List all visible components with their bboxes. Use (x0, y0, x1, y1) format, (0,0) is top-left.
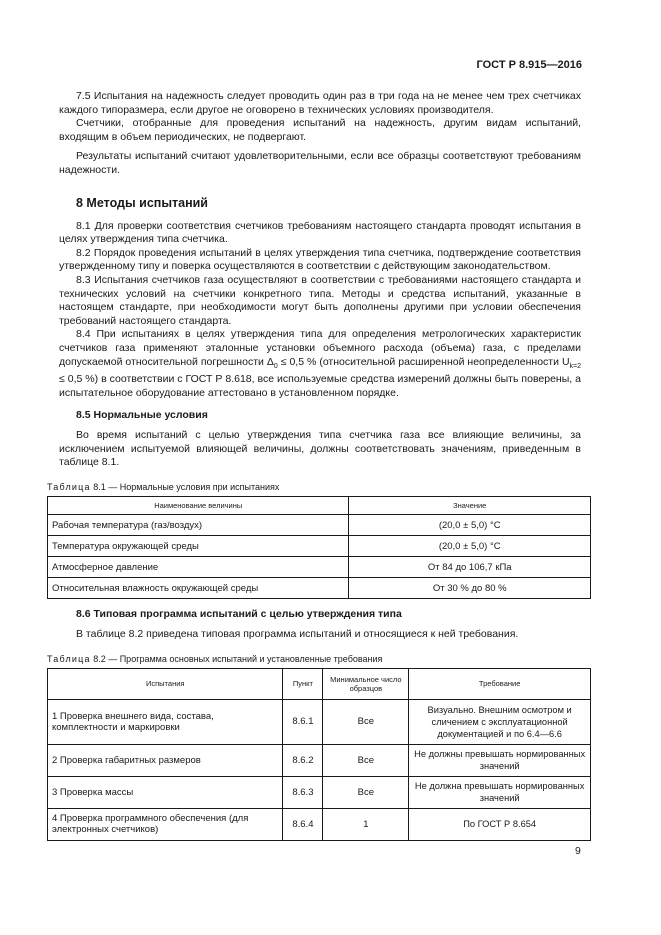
table-cell-test: 1 Проверка внешнего вида, состава, комплектности и маркировки (48, 699, 283, 744)
table-cell-samples: 1 (323, 808, 409, 840)
page-content (47, 90, 586, 841)
table-cell-samples: Все (323, 699, 409, 744)
table-cell-requirement: Визуально. Внешним осмотром и сличением с эксплуатационной документацией и по 6.4—6.6 (409, 699, 591, 744)
paragraph-7-5: 7.5 Испытания на надежность следует проводить один раз в три года на не менее чем трех счетчиках каждого типоразмера, если другое не оговорено в технических условиях производителя. (59, 90, 581, 116)
column-header-test: Испытания (48, 668, 283, 699)
table-row (48, 536, 591, 557)
table-cell-samples: Все (323, 776, 409, 808)
section-8-title: 8 Методы испытаний (76, 195, 208, 210)
table-row (48, 515, 591, 536)
paragraph-8-4-part-c: ≤ 0,5 %) в соответствии с ГОСТ Р 8.618, все используемые средства измерений должны быть поверены, а испытательное оборудование аттестовано в установленном порядке. (59, 373, 581, 399)
table-cell-requirement: Не должна превышать нормированных значений (409, 776, 591, 808)
table-cell-test: 3 Проверка массы (48, 776, 283, 808)
paragraph-8-2: 8.2 Порядок проведения испытаний в целях утверждения типа счетчика, подтверждение соответствия утвержденному типу и поверка осуществляются в соответствии с действующим законодательством. (59, 246, 581, 273)
table-cell-value: От 30 % до 80 % (349, 578, 591, 599)
column-header-quantity: Наименование величины (48, 497, 349, 515)
table-row (48, 699, 591, 744)
table-cell-clause: 8.6.2 (283, 744, 323, 776)
table-cell-value: (20,0 ± 5,0) °С (349, 515, 591, 536)
subsection-8-5-title: 8.5 Нормальные условия (76, 409, 208, 422)
table-cell-value: (20,0 ± 5,0) °С (349, 536, 591, 557)
table-8-2 (47, 668, 591, 841)
table-cell-value: От 84 до 106,7 кПа (349, 557, 591, 578)
paragraph-reliability-samples: Счетчики, отобранные для проведения испытаний на надежность, другим видам испытаний, входящим в объем периодических, не подвергают. (59, 117, 581, 143)
page-number: 9 (575, 845, 581, 857)
table-8-1-caption (47, 482, 581, 492)
table-cell-test: 2 Проверка габаритных размеров (48, 744, 283, 776)
paragraph-reliability-results: Результаты испытаний считают удовлетворительными, если все образцы соответствуют требованиям надежности. (59, 150, 581, 176)
table-cell-requirement: По ГОСТ Р 8.654 (409, 808, 591, 840)
table-cell-test: 4 Проверка программного обеспечения (для электронных счетчиков) (48, 808, 283, 840)
table-caption-text: 8.1 — Нормальные условия при испытаниях (90, 482, 280, 493)
paragraph-8-5: Во время испытаний с целью утверждения типа счетчика газа все влияющие величины, за исключением испытуемой влияющей величины, должны соответствовать значениям, приведенным в таблице 8.1. (59, 429, 581, 469)
table-row (48, 808, 591, 840)
column-header-value: Значение (349, 497, 591, 515)
table-label: Таблица (47, 482, 91, 493)
table-cell-samples: Все (323, 744, 409, 776)
table-cell-quantity: Температура окружающей среды (48, 536, 349, 557)
paragraph-8-1: 8.1 Для проверки соответствия счетчиков требованиям настоящего стандарта проводят испытания в целях утверждения типа счетчика. (59, 219, 581, 246)
table-label: Таблица (47, 653, 91, 664)
standard-header: ГОСТ Р 8.915—2016 (476, 59, 582, 71)
table-caption-text: 8.2 — Программа основных испытаний и установленные требования (90, 653, 383, 664)
table-row (48, 744, 591, 776)
paragraph-8-6: В таблице 8.2 приведена типовая программа испытаний и относящиеся к ней требования. (76, 628, 519, 641)
table-cell-clause: 8.6.4 (283, 808, 323, 840)
table-row (48, 776, 591, 808)
column-header-min-samples: Минимальное число образцов (323, 668, 409, 699)
table-cell-requirement: Не должны превышать нормированных значений (409, 744, 591, 776)
column-header-clause: Пункт (283, 668, 323, 699)
table-header-row (48, 497, 591, 515)
table-row (48, 578, 591, 599)
subsection-8-6-title: 8.6 Типовая программа испытаний с целью утверждения типа (76, 608, 402, 621)
paragraph-8-4 (59, 328, 581, 400)
table-cell-clause: 8.6.3 (283, 776, 323, 808)
table-cell-quantity: Рабочая температура (газ/воздух) (48, 515, 349, 536)
uncertainty-subscript: k=2 (569, 362, 582, 370)
column-header-requirement: Требование (409, 668, 591, 699)
table-cell-clause: 8.6.1 (283, 699, 323, 744)
delta-subscript: 0 (273, 362, 278, 370)
table-8-1 (47, 496, 591, 599)
paragraph-8-4-part-a: 8.4 При испытаниях в целях утверждения типа для определения метрологических характеристик счетчиков газа применяют эталонные установки объемного расхода (объема) газа, с пределами допускаемой относительной погрешности Δ (59, 328, 581, 368)
table-8-2-caption (47, 654, 581, 664)
paragraph-8-3: 8.3 Испытания счетчиков газа осуществляют в соответствии с требованиями настоящего стандарта и технических условий на счетчики конкретного типа. Методы и средства испытаний, указанные в настоящем стандарте, при необходимости могут быть дополнены другими при условии обеспечения требований настоящего стандарта. (59, 273, 581, 327)
table-header-row (48, 668, 591, 699)
table-cell-quantity: Относительная влажность окружающей среды (48, 578, 349, 599)
table-cell-quantity: Атмосферное давление (48, 557, 349, 578)
paragraph-8-4-part-b: ≤ 0,5 % (относительной расширенной неопределенности U (277, 355, 570, 368)
table-row (48, 557, 591, 578)
